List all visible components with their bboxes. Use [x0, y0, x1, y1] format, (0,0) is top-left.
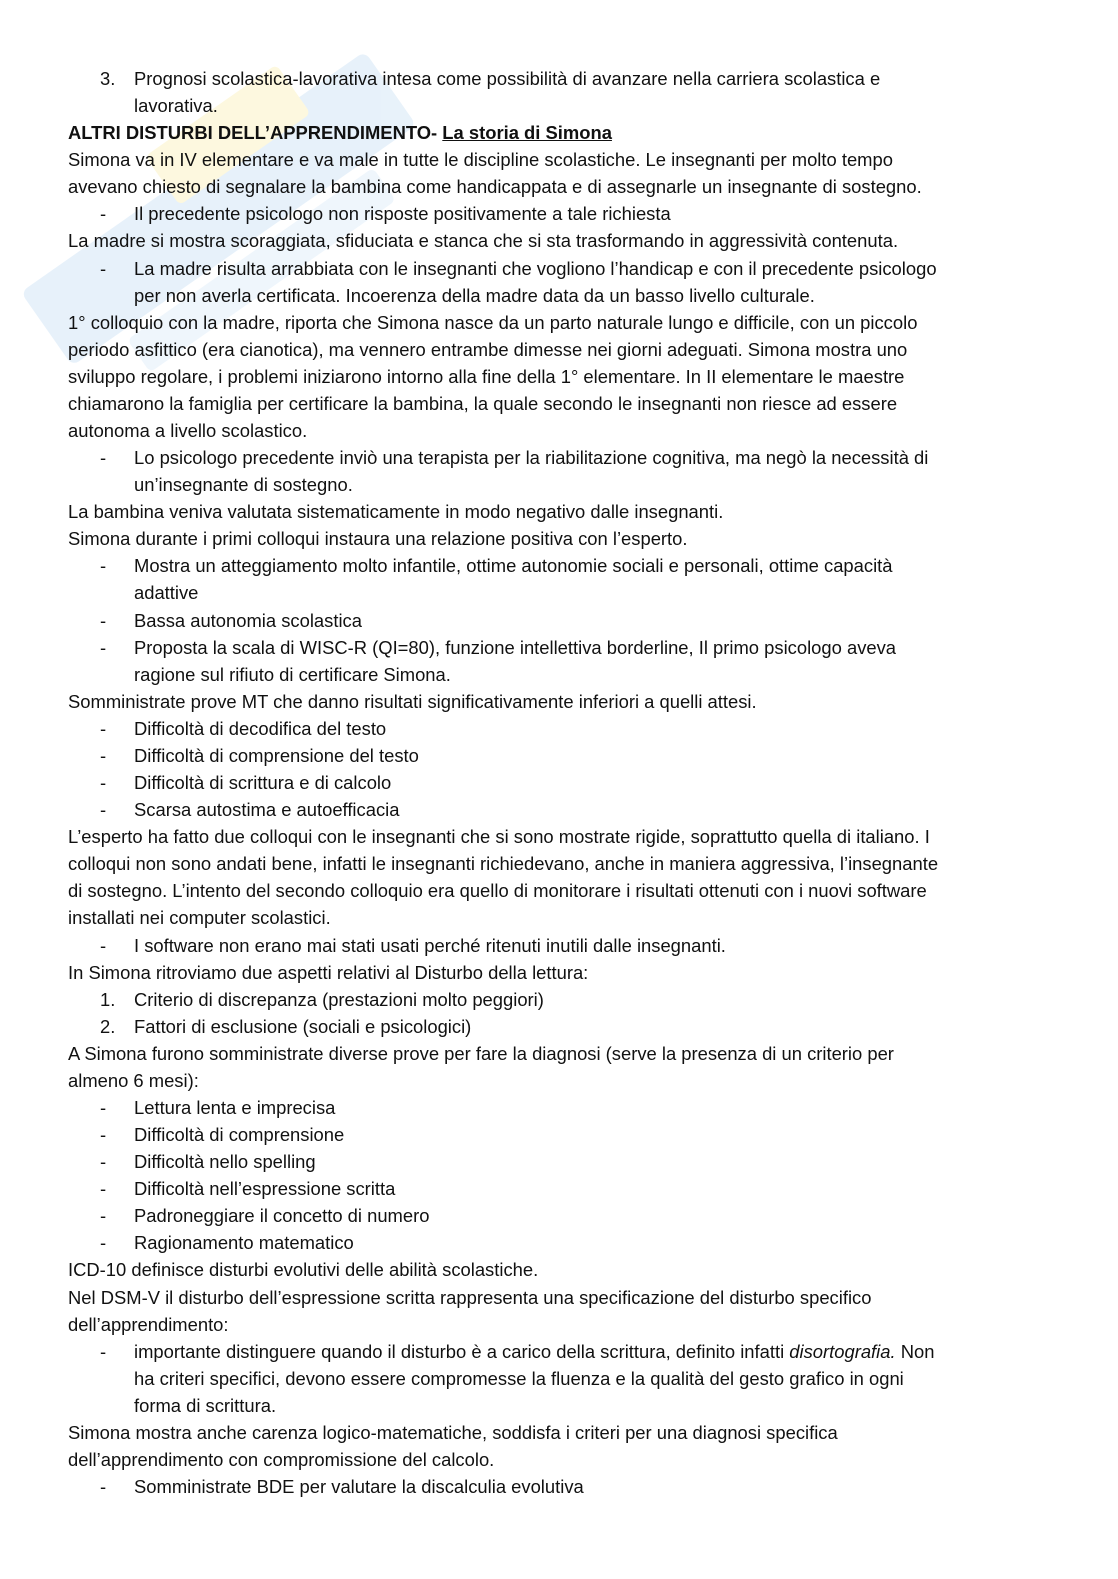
line-text: almeno 6 mesi): — [68, 1069, 199, 1091]
line-text: dell’apprendimento con compromissione del calcolo. — [68, 1448, 495, 1470]
text-line — [68, 390, 1068, 417]
bullet-item — [68, 255, 1068, 309]
bullet-dash: - — [100, 934, 107, 956]
bullet-item — [68, 552, 1068, 606]
text-line — [68, 1419, 1068, 1446]
bullet-dash: - — [100, 1151, 107, 1173]
text-line — [68, 1338, 1068, 1365]
text-line — [68, 796, 1068, 823]
bullet-dash: - — [100, 1124, 107, 1146]
paragraph — [68, 146, 1068, 200]
text-line — [68, 1121, 1068, 1148]
text-line — [68, 146, 1068, 173]
text-line — [68, 227, 1068, 254]
bullet-item — [68, 1175, 1068, 1202]
text-line — [68, 1284, 1068, 1311]
line-text: In Simona ritroviamo due aspetti relativi al Disturbo della lettura: — [68, 961, 589, 983]
bullet-dash: - — [100, 1476, 107, 1498]
underlined-title: La storia di Simona — [442, 122, 612, 144]
section-heading — [68, 119, 1068, 146]
text-line — [68, 363, 1068, 390]
paragraph — [68, 498, 1068, 552]
bullet-dash: - — [100, 447, 107, 469]
text-line — [68, 1067, 1068, 1094]
line-text: adattive — [134, 582, 199, 604]
bullet-item — [68, 1094, 1068, 1121]
line-text: Nel DSM-V il disturbo dell’espressione scritta rappresenta una specificazione del disturbo specifico — [68, 1286, 872, 1308]
line-text: L’esperto ha fatto due colloqui con le insegnanti che si sono mostrate rigide, soprattutto quella di italiano. I — [68, 826, 930, 848]
text-line — [68, 904, 1068, 931]
list-number: 2. — [100, 1015, 116, 1037]
line-text: La bambina veniva valutata sistematicamente in modo negativo dalle insegnanti. — [68, 501, 724, 523]
bullet-item — [68, 715, 1068, 742]
bullet-item — [68, 444, 1068, 498]
line-text: ALTRI DISTURBI DELL’APPRENDIMENTO- — [68, 122, 443, 144]
bullet-item — [68, 1229, 1068, 1256]
text-line — [68, 1311, 1068, 1338]
line-text: Criterio di discrepanza (prestazioni molto peggiori) — [134, 988, 544, 1010]
paragraph — [68, 227, 1068, 254]
line-text: periodo asfittico (era cianotica), ma vennero entrambe dimesse nei giorni adeguati. Simona mostra uno — [68, 338, 908, 360]
line-text: lavorativa. — [134, 95, 218, 117]
bullet-dash: - — [100, 717, 107, 739]
bullet-item — [68, 607, 1068, 634]
line-text: sviluppo regolare, i problemi iniziarono intorno alla fine della 1° elementare. In II elementare le maestre — [68, 365, 905, 387]
text-line — [68, 255, 1068, 282]
text-line — [68, 119, 1068, 146]
line-text: Simona mostra anche carenza logico-matematiche, soddisfa i criteri per una diagnosi specifica — [68, 1421, 838, 1443]
paragraph — [68, 1040, 1068, 1094]
text-line — [68, 1148, 1068, 1175]
text-line — [68, 1446, 1068, 1473]
text-line — [68, 715, 1068, 742]
bullet-dash: - — [100, 1205, 107, 1227]
text-line — [68, 688, 1068, 715]
bullet-dash: - — [100, 555, 107, 577]
bullet-item — [68, 634, 1068, 688]
line-text: Difficoltà di comprensione — [134, 1124, 345, 1146]
text-line — [68, 932, 1068, 959]
paragraph — [68, 823, 1068, 931]
text-line — [68, 823, 1068, 850]
text-line — [68, 1473, 1068, 1500]
line-text: ragione sul rifiuto di certificare Simona. — [134, 663, 451, 685]
text-line — [68, 525, 1068, 552]
bullet-item — [68, 200, 1068, 227]
list-number: 3. — [100, 68, 116, 89]
text-line — [68, 769, 1068, 796]
line-text: Lettura lenta e imprecisa — [134, 1096, 336, 1118]
line-text: Somministrate prove MT che danno risultati significativamente inferiori a quelli attesi. — [68, 690, 757, 712]
bullet-dash: - — [100, 203, 107, 225]
bullet-item — [68, 1202, 1068, 1229]
document-body — [68, 65, 1068, 1500]
line-text: ICD-10 definisce disturbi evolutivi delle abilità scolastiche. — [68, 1259, 539, 1281]
text-line — [68, 173, 1068, 200]
line-text: Difficoltà di comprensione del testo — [134, 744, 419, 766]
paragraph — [68, 1419, 1068, 1473]
paragraph — [68, 1256, 1068, 1337]
text-line — [68, 634, 1068, 661]
line-text: I software non erano mai stati usati perché ritenuti inutili dalle insegnanti. — [134, 934, 726, 956]
text-line — [68, 92, 1068, 119]
list-number: 1. — [100, 988, 116, 1010]
line-text: forma di scrittura. — [134, 1394, 277, 1416]
bullet-dash: - — [100, 772, 107, 794]
bullet-item — [68, 769, 1068, 796]
text-line — [68, 471, 1068, 498]
text-line — [68, 1094, 1068, 1121]
bullet-dash: - — [100, 609, 107, 631]
bullet-item — [68, 742, 1068, 769]
line-text: avevano chiesto di segnalare la bambina come handicappata e di assegnarle un insegnante di sostegno. — [68, 176, 922, 198]
line-text: Difficoltà di scrittura e di calcolo — [134, 772, 392, 794]
text-line — [68, 498, 1068, 525]
bullet-item — [68, 1121, 1068, 1148]
bullet-item — [68, 796, 1068, 823]
bullet-item — [68, 1148, 1068, 1175]
text-line — [68, 1202, 1068, 1229]
line-text: Difficoltà nello spelling — [134, 1151, 316, 1173]
bullet-item — [68, 932, 1068, 959]
line-text: per non averla certificata. Incoerenza della madre data da un basso livello culturale. — [134, 284, 815, 306]
line-text: colloqui non sono andati bene, infatti le insegnanti richiedevano, anche in maniera aggressiva, l’insegnante — [68, 853, 939, 875]
line-text: La madre risulta arrabbiata con le insegnanti che vogliono l’handicap e con il precedente psicologo — [134, 257, 937, 279]
line-text: Mostra un atteggiamento molto infantile, ottime autonomie sociali e personali, ottime capacità — [134, 555, 893, 577]
bullet-dash: - — [100, 1340, 107, 1362]
text-line — [68, 309, 1068, 336]
text-line — [68, 959, 1068, 986]
text-line — [68, 1040, 1068, 1067]
text-line — [68, 579, 1068, 606]
text-line — [68, 552, 1068, 579]
line-text: 1° colloquio con la madre, riporta che Simona nasce da un parto naturale lungo e difficile, con un piccolo — [68, 311, 918, 333]
text-line — [68, 336, 1068, 363]
line-text: Lo psicologo precedente inviò una terapista per la riabilitazione cognitiva, ma negò la necessità di — [134, 447, 929, 469]
line-text: Simona durante i primi colloqui instaura una relazione positiva con l’esperto. — [68, 528, 688, 550]
line-text: Non — [895, 1340, 935, 1362]
text-line — [68, 742, 1068, 769]
line-text: Bassa autonomia scolastica — [134, 609, 362, 631]
bullet-dash: - — [100, 1232, 107, 1254]
text-line — [68, 200, 1068, 227]
text-line — [68, 417, 1068, 444]
line-text: Proposta la scala di WISC-R (QI=80), funzione intellettiva borderline, Il primo psicologo aveva — [134, 636, 897, 658]
line-text: autonoma a livello scolastico. — [68, 420, 308, 442]
paragraph — [68, 688, 1068, 715]
line-text: chiamarono la famiglia per certificare la bambina, la quale secondo le insegnanti non riesce ad essere — [68, 392, 898, 414]
bullet-dash: - — [100, 799, 107, 821]
text-line — [68, 1229, 1068, 1256]
line-text: un’insegnante di sostegno. — [134, 474, 353, 496]
line-text: dell’apprendimento: — [68, 1313, 229, 1335]
line-text: Difficoltà di decodifica del testo — [134, 717, 387, 739]
line-text: Somministrate BDE per valutare la discalculia evolutiva — [134, 1476, 584, 1498]
text-line — [68, 607, 1068, 634]
line-text: importante distinguere quando il disturbo è a carico della scrittura, definito infatti — [134, 1340, 790, 1362]
bullet-dash: - — [100, 636, 107, 658]
text-line — [68, 1175, 1068, 1202]
line-text: Prognosi scolastica-lavorativa intesa come possibilità di avanzare nella carriera scolastica e — [134, 68, 881, 89]
line-text: Fattori di esclusione (sociali e psicologici) — [134, 1015, 472, 1037]
text-line — [68, 877, 1068, 904]
line-text: Ragionamento matematico — [134, 1232, 354, 1254]
italic-term: disortografia. — [789, 1340, 896, 1362]
line-text: di sostegno. L’intento del secondo colloquio era quello di monitorare i risultati ottenuti con i nuovi software — [68, 880, 927, 902]
text-line — [68, 850, 1068, 877]
text-line — [68, 282, 1068, 309]
text-line — [68, 65, 1068, 92]
text-line — [68, 1256, 1068, 1283]
line-text: Scarsa autostima e autoefficacia — [134, 799, 400, 821]
numbered-item — [68, 1013, 1068, 1040]
text-line — [68, 661, 1068, 688]
bullet-item — [68, 1473, 1068, 1500]
bullet-dash: - — [100, 744, 107, 766]
line-text: Difficoltà nell’espressione scritta — [134, 1178, 396, 1200]
numbered-item — [68, 986, 1068, 1013]
text-line — [68, 444, 1068, 471]
line-text: La madre si mostra scoraggiata, sfiduciata e stanca che si sta trasformando in aggressività contenuta. — [68, 230, 899, 252]
line-text: Padroneggiare il concetto di numero — [134, 1205, 430, 1227]
line-text: installati nei computer scolastici. — [68, 907, 331, 929]
bullet-dash: - — [100, 1178, 107, 1200]
line-text: Simona va in IV elementare e va male in tutte le discipline scolastiche. Le insegnanti per molto tempo — [68, 149, 893, 171]
text-line — [68, 986, 1068, 1013]
text-line — [68, 1392, 1068, 1419]
bullet-dash: - — [100, 1096, 107, 1118]
line-text: A Simona furono somministrate diverse prove per fare la diagnosi (serve la presenza di un criterio per — [68, 1042, 894, 1064]
numbered-item — [68, 65, 1068, 119]
bullet-dash: - — [100, 257, 107, 279]
text-line — [68, 1365, 1068, 1392]
line-text: ha criteri specifici, devono essere compromesse la fluenza e la qualità del gesto grafico in ogni — [134, 1367, 904, 1389]
text-line — [68, 1013, 1068, 1040]
paragraph — [68, 959, 1068, 986]
line-text: Il precedente psicologo non risposte positivamente a tale richiesta — [134, 203, 671, 225]
bullet-item — [68, 1338, 1068, 1419]
paragraph — [68, 309, 1068, 444]
